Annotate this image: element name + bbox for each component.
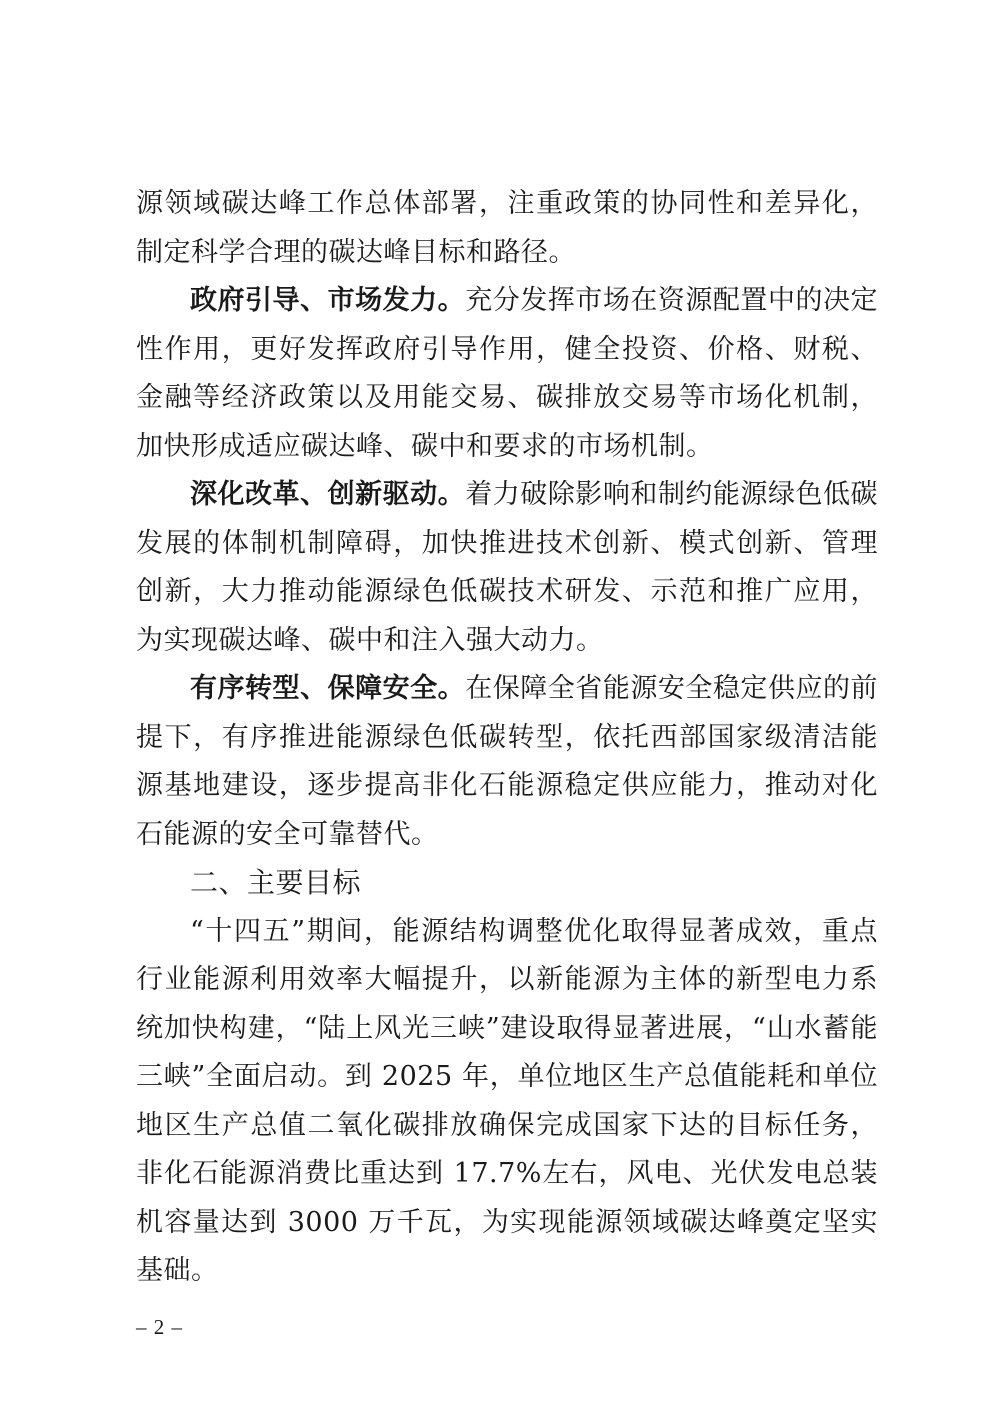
page-number: – 2 – [136,1315,183,1339]
paragraph-transition-security [136,665,878,859]
paragraph-main-goals: “十四五”期间，能源结构调整优化取得显著成效，重点行业能源利用效率大幅提升，以新能源为主体的新型电力系统加快构建，“陆上风光三峡”建设取得显著进展，“山水蓄能三峡”全面启动。到 2025 年，单位地区生产总值能耗和单位地区生产总值二氧化碳排放确保完成国家下达的目标任务，非化石能源消费比重达到 17.7%左右，风电、光伏发电总装机容量达到 3000 万千瓦，为实现能源领域碳达峰奠定坚实基础。 [136,915,878,1286]
paragraph-body: 充分发挥市场在资源配置中的决定性作用，更好发挥政府引导作用，健全投资、价格、财税、金融等经济政策以及用能交易、碳排放交易等市场化机制，加快形成适应碳达峰、碳中和要求的市场机制。 [136,285,879,462]
paragraph-continuation: 源领域碳达峰工作总体部署，注重政策的协同性和差异化，制定科学合理的碳达峰目标和路径。 [136,188,878,268]
body-text [136,180,878,1296]
paragraph-heading: 深化改革、创新驱动。 [190,479,466,510]
paragraph-heading: 政府引导、市场发力。 [190,285,466,316]
section-title: 二、主要目标 [190,866,362,899]
paragraph-government-market [136,277,878,471]
paragraph-body: 在保障全省能源安全稳定供应的前提下，有序推进能源绿色低碳转型，依托西部国家级清洁能源基地建设，逐步提高非化石能源稳定供应能力，推动对化石能源的安全可靠替代。 [136,673,879,850]
paragraph-body: 着力破除影响和制约能源绿色低碳发展的体制机制障碍，加快推进技术创新、模式创新、管理创新，大力推动能源绿色低碳技术研发、示范和推广应用，为实现碳达峰、碳中和注入强大动力。 [136,479,879,656]
paragraph-reform-innovation [136,471,878,665]
paragraph-heading: 有序转型、保障安全。 [190,673,466,704]
